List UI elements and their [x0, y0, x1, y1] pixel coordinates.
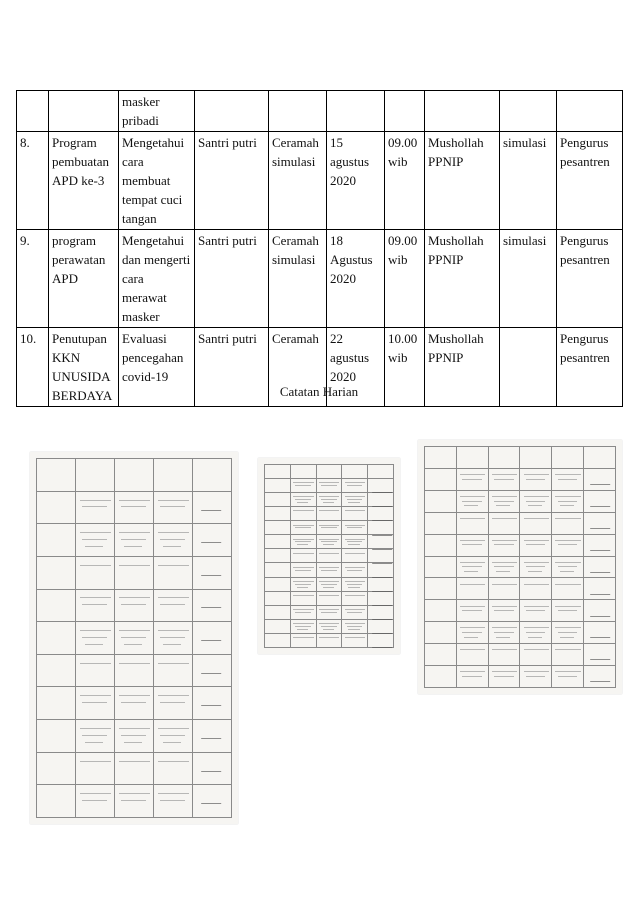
- cell-tempat: Mushollah PPNIP: [425, 328, 500, 407]
- signature-mark: [590, 474, 614, 485]
- cell-no: 10.: [17, 328, 49, 407]
- signature-mark: [200, 695, 224, 706]
- cell-sasaran: [195, 91, 269, 132]
- cell-metode: [269, 91, 327, 132]
- scanned-log-grid: [424, 446, 616, 688]
- signature-mark: [200, 761, 224, 772]
- cell-tanggal: 15 agustus 2020: [327, 132, 385, 230]
- cell-sasaran: Santri putri: [195, 230, 269, 328]
- cell-metode: Ceramah: [269, 328, 327, 407]
- cell-pj: Pengurus pesantren: [557, 230, 623, 328]
- scanned-log-grid: [36, 458, 232, 818]
- signature-mark: [590, 496, 614, 507]
- cell-tanggal: 18 Agustus 2020: [327, 230, 385, 328]
- cell-program: Penutupan KKN UNUSIDA BERDAYA: [49, 328, 119, 407]
- cell-tujuan: Mengetahui dan mengerti cara merawat masker: [119, 230, 195, 328]
- cell-no: [17, 91, 49, 132]
- cell-pj: [557, 91, 623, 132]
- cell-tujuan: masker pribadi: [119, 91, 195, 132]
- signature-mark: [200, 728, 224, 739]
- cell-tujuan: Mengetahui cara membuat tempat cuci tangan: [119, 132, 195, 230]
- signature-mark: [200, 630, 224, 641]
- cell-waktu: 09.00 wib: [385, 230, 425, 328]
- signature-mark: [590, 649, 614, 660]
- caption-catatan-harian: Catatan Harian: [279, 384, 359, 399]
- signature-mark: [590, 540, 614, 551]
- table-row: [17, 230, 623, 328]
- cell-no: 8.: [17, 132, 49, 230]
- catatan-harian-photo-2: [258, 458, 400, 654]
- program-table: [16, 90, 623, 407]
- signature-mark: [200, 597, 224, 608]
- cell-media: simulasi: [500, 230, 557, 328]
- signature-mark: [590, 518, 614, 529]
- cell-metode: Ceramah simulasi: [269, 230, 327, 328]
- cell-waktu: 09.00 wib: [385, 132, 425, 230]
- signature-mark: [590, 562, 614, 573]
- cell-program: [49, 91, 119, 132]
- signature-mark: [372, 637, 396, 648]
- signature-mark: [200, 663, 224, 674]
- cell-tanggal: [327, 91, 385, 132]
- cell-program: program perawatan APD: [49, 230, 119, 328]
- table-row: [17, 91, 623, 132]
- cell-tempat: [425, 91, 500, 132]
- cell-tempat: Mushollah PPNIP: [425, 132, 500, 230]
- cell-sasaran: Santri putri: [195, 132, 269, 230]
- cell-no: 9.: [17, 230, 49, 328]
- signature-mark: [200, 500, 224, 511]
- cell-waktu: 10.00 wib: [385, 328, 425, 407]
- cell-waktu: [385, 91, 425, 132]
- cell-media: simulasi: [500, 132, 557, 230]
- signature-mark: [590, 584, 614, 595]
- cell-tujuan: Evaluasi pencegahan covid-19: [119, 328, 195, 407]
- signature-mark: [590, 606, 614, 617]
- signature-mark: [200, 793, 224, 804]
- scanned-log-grid: [264, 464, 394, 648]
- cell-tempat: Mushollah PPNIP: [425, 230, 500, 328]
- table-row: [17, 132, 623, 230]
- signature-mark: [590, 671, 614, 682]
- signature-mark: [200, 532, 224, 543]
- cell-program: Program pembuatan APD ke-3: [49, 132, 119, 230]
- cell-tanggal: 22 agustus 2020: [327, 328, 385, 407]
- cell-pj: Pengurus pesantren: [557, 328, 623, 407]
- cell-pj: Pengurus pesantren: [557, 132, 623, 230]
- cell-metode: Ceramah simulasi: [269, 132, 327, 230]
- catatan-harian-photo-3: [418, 440, 622, 694]
- catatan-harian-photo-1: [30, 452, 238, 824]
- cell-sasaran: Santri putri: [195, 328, 269, 407]
- signature-mark: [590, 627, 614, 638]
- cell-media: [500, 91, 557, 132]
- signature-mark: [200, 565, 224, 576]
